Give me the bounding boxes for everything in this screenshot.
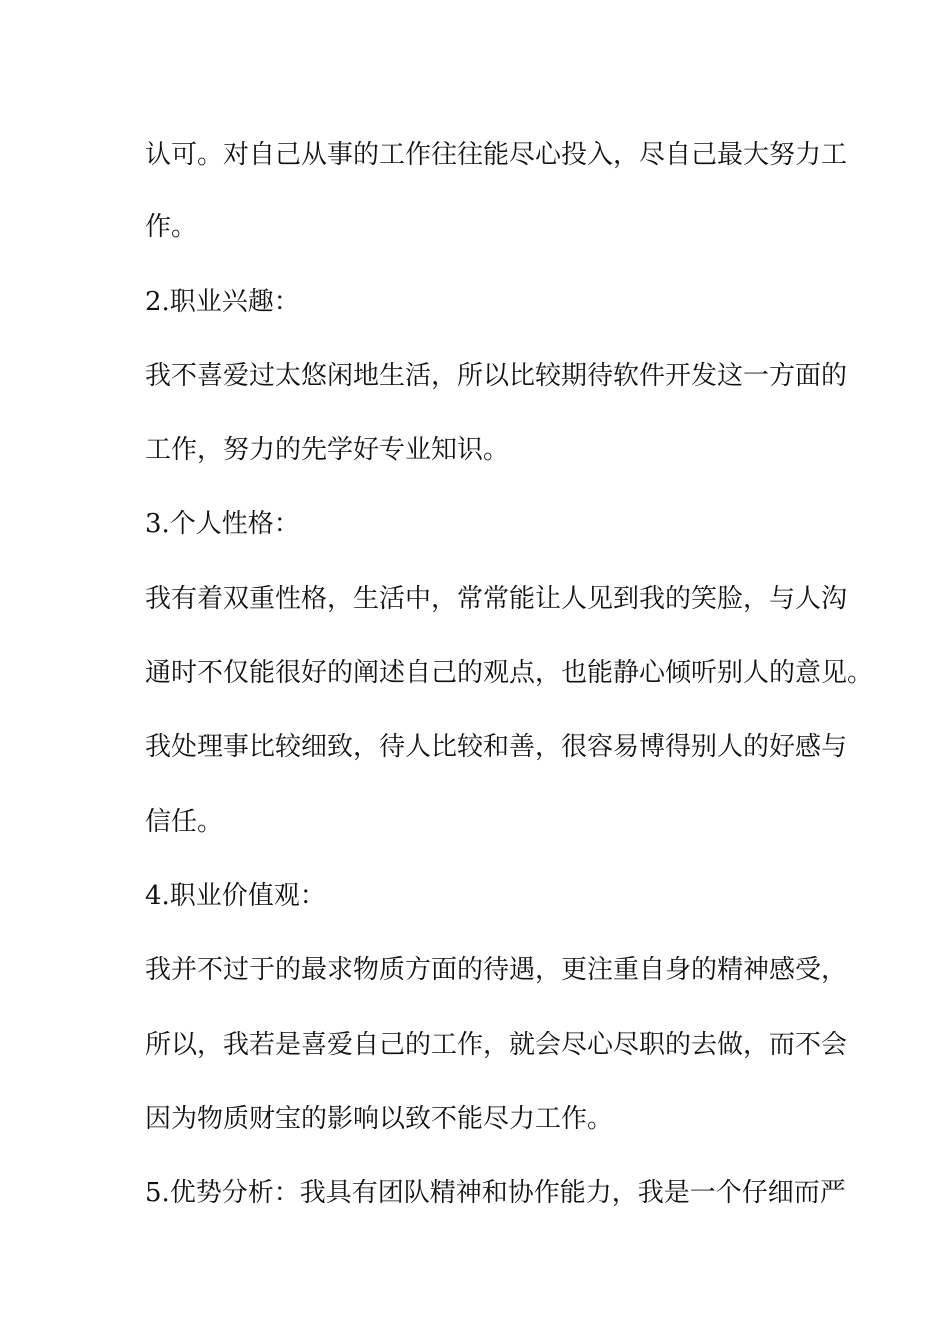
body-text-line: 我处理事比较细致，待人比较和善，很容易博得别人的好感与 (145, 732, 848, 762)
section-heading-strengths: 5.优势分析：我具有团队精神和协作能力，我是一个仔细而严 (145, 1178, 846, 1208)
body-text-line: 因为物质财宝的影响以致不能尽力工作。 (145, 1104, 614, 1134)
body-text-line: 信任。 (145, 807, 224, 837)
section-heading-career-values: 4.职业价值观： (145, 881, 326, 911)
section-heading-personality: 3.个人性格： (145, 509, 300, 539)
body-text-line: 作。 (145, 212, 198, 242)
body-text-line: 我并不过于的最求物质方面的待遇，更注重自身的精神感受， (145, 955, 848, 985)
body-text-line: 我有着双重性格，生活中，常常能让人见到我的笑脸，与人沟 (145, 584, 848, 614)
body-text-line: 我不喜爱过太悠闲地生活，所以比较期待软件开发这一方面的 (145, 361, 848, 391)
section-heading-career-interest: 2.职业兴趣： (145, 287, 300, 317)
body-text-line: 所以，我若是喜爱自己的工作，就会尽心尽职的去做，而不会 (145, 1030, 848, 1060)
body-text-line: 通时不仅能很好的阐述自己的观点，也能静心倾听别人的意见。 (145, 658, 874, 688)
body-text-line: 工作，努力的先学好专业知识。 (145, 435, 510, 465)
body-text-line: 认可。对自己从事的工作往往能尽心投入，尽自己最大努力工 (145, 140, 848, 170)
